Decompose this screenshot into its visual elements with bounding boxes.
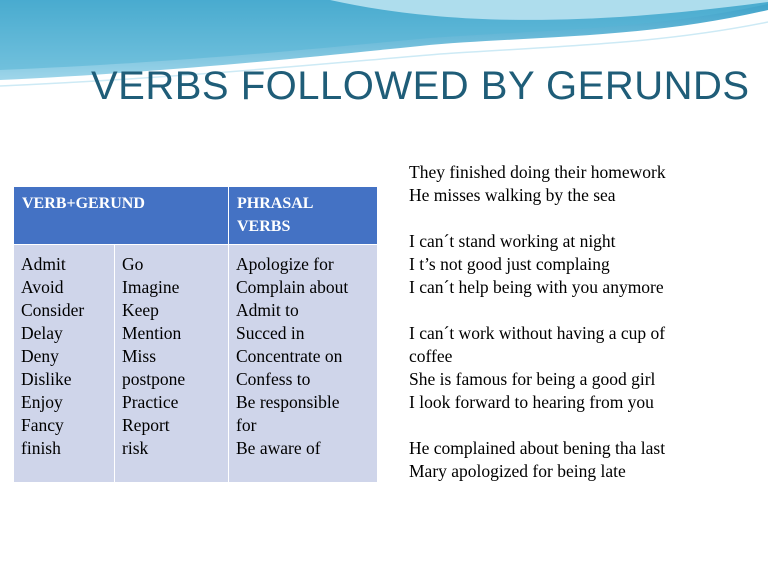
list-item: Avoid <box>21 277 64 297</box>
example-sentence: I can´t stand working at night <box>409 231 616 251</box>
list-item: postpone <box>122 369 186 389</box>
example-sentence: Mary apologized for being late <box>409 461 626 481</box>
list-item: Complain about <box>236 277 349 297</box>
example-sentence: I can´t work without having a cup of <box>409 323 666 343</box>
table-row <box>14 245 378 483</box>
list-item: Dislike <box>21 369 72 389</box>
list-item: Practice <box>122 392 179 412</box>
verb-table <box>13 186 378 483</box>
list-item: Miss <box>122 346 157 366</box>
example-sentence: coffee <box>409 346 453 366</box>
table-header-row <box>14 187 378 245</box>
header-verb-gerund: VERB+GERUND <box>14 187 229 245</box>
list-item: Concentrate on <box>236 346 343 366</box>
list-item: Keep <box>122 300 159 320</box>
column-phrasal-verbs <box>229 245 378 483</box>
example-sentence: I can´t help being with you anymore <box>409 277 664 297</box>
slide-title: VERBS FOLLOWED BY GERUNDS <box>91 64 750 108</box>
list-item: Succed in <box>236 323 305 343</box>
list-item: Report <box>122 415 170 435</box>
list-item: Deny <box>21 346 59 366</box>
list-item: Delay <box>21 323 63 343</box>
example-sentence: They finished doing their homework <box>409 162 666 182</box>
list-item: Fancy <box>21 415 64 435</box>
list-item: Admit <box>21 254 66 274</box>
list-item: Be responsible <box>236 392 340 412</box>
column-verbs-2 <box>115 245 229 483</box>
list-item: finish <box>21 438 61 458</box>
list-item: Go <box>122 254 144 274</box>
example-sentence: I look forward to hearing from you <box>409 392 654 412</box>
column-verbs-1 <box>14 245 115 483</box>
example-sentence: He complained about bening tha last <box>409 438 666 458</box>
list-item: Admit to <box>236 300 299 320</box>
example-sentence: He misses walking by the sea <box>409 185 616 205</box>
list-item: Apologize for <box>236 254 334 274</box>
example-sentences <box>409 161 759 483</box>
list-item: Confess to <box>236 369 311 389</box>
list-item: Enjoy <box>21 392 63 412</box>
example-sentence: I t’s not good just complaing <box>409 254 610 274</box>
example-sentence: She is famous for being a good girl <box>409 369 656 389</box>
list-item: Consider <box>21 300 85 320</box>
header-phrasal-verbs: PHRASAL VERBS <box>229 187 378 245</box>
list-item: risk <box>122 438 149 458</box>
list-item: for <box>236 415 257 435</box>
list-item: Imagine <box>122 277 180 297</box>
list-item: Be aware of <box>236 438 321 458</box>
list-item: Mention <box>122 323 182 343</box>
